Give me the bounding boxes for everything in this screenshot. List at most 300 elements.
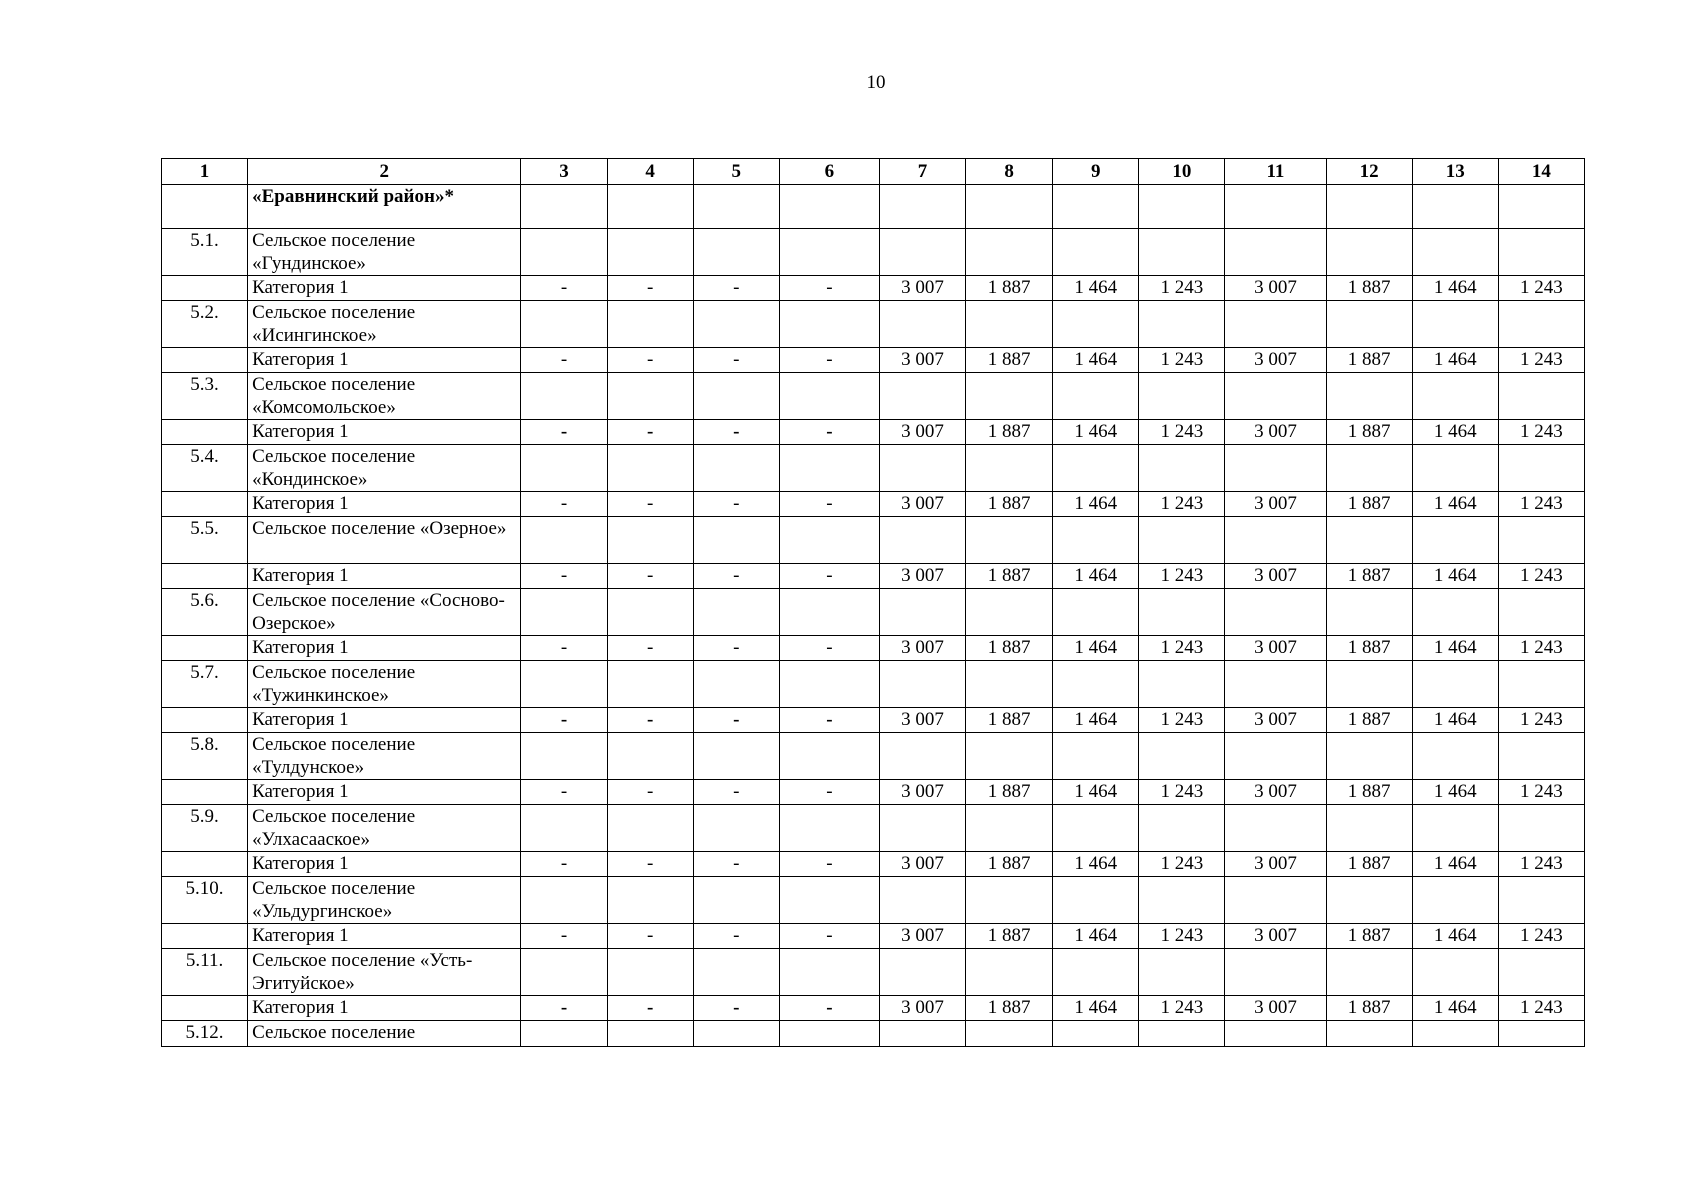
value-cell: 3 007 <box>879 636 965 661</box>
column-header: 5 <box>693 159 779 185</box>
category-name: Категория 1 <box>248 420 521 445</box>
dash-cell: - <box>779 420 879 445</box>
empty-cell <box>1326 733 1412 780</box>
row-index: 5.5. <box>162 517 248 564</box>
empty-cell <box>607 445 693 492</box>
empty-cell <box>1053 877 1139 924</box>
empty-cell <box>521 373 607 420</box>
empty-cell <box>779 1021 879 1047</box>
empty-cell <box>693 805 779 852</box>
category-row <box>162 924 1585 949</box>
dash-cell: - <box>607 492 693 517</box>
settlement-name: Сельское поселение «Исингинское» <box>248 301 521 348</box>
value-cell: 1 464 <box>1412 348 1498 373</box>
empty-cell <box>1498 661 1584 708</box>
value-cell: 1 887 <box>966 708 1053 733</box>
value-cell: 1 887 <box>1326 996 1412 1021</box>
dash-cell: - <box>779 276 879 301</box>
empty-cell <box>1498 805 1584 852</box>
value-cell: 1 243 <box>1139 564 1225 589</box>
value-cell: 3 007 <box>1225 564 1326 589</box>
settlement-name: Сельское поселение «Тулдунское» <box>248 733 521 780</box>
value-cell: 1 243 <box>1139 276 1225 301</box>
dash-cell: - <box>607 636 693 661</box>
empty-cell <box>1498 733 1584 780</box>
empty-cell <box>1498 517 1584 564</box>
empty-cell <box>1139 733 1225 780</box>
value-cell: 3 007 <box>879 348 965 373</box>
empty-cell <box>1225 301 1326 348</box>
empty-cell <box>607 949 693 996</box>
row-index: 5.2. <box>162 301 248 348</box>
dash-cell: - <box>693 708 779 733</box>
value-cell: 3 007 <box>879 852 965 877</box>
category-row <box>162 348 1585 373</box>
dash-cell: - <box>693 492 779 517</box>
empty-cell <box>1412 1021 1498 1047</box>
empty-cell <box>779 733 879 780</box>
settlement-name: Сельское поселение <box>248 1021 521 1047</box>
settlement-name: Сельское поселение «Тужинкинское» <box>248 661 521 708</box>
value-cell: 1 243 <box>1139 852 1225 877</box>
dash-cell: - <box>693 276 779 301</box>
empty-cell <box>779 877 879 924</box>
empty-cell <box>1498 301 1584 348</box>
empty-cell <box>162 708 248 733</box>
empty-cell <box>779 517 879 564</box>
empty-cell <box>1225 877 1326 924</box>
empty-cell <box>879 301 965 348</box>
empty-cell <box>1139 373 1225 420</box>
empty-cell <box>1225 445 1326 492</box>
column-header: 8 <box>966 159 1053 185</box>
empty-cell <box>1139 301 1225 348</box>
settlement-row <box>162 445 1585 492</box>
value-cell: 3 007 <box>1225 636 1326 661</box>
empty-cell <box>779 301 879 348</box>
value-cell: 1 464 <box>1412 276 1498 301</box>
empty-cell <box>1225 805 1326 852</box>
table-body <box>162 185 1585 1047</box>
row-index: 5.10. <box>162 877 248 924</box>
category-name: Категория 1 <box>248 348 521 373</box>
dash-cell: - <box>607 780 693 805</box>
empty-cell <box>879 445 965 492</box>
category-name: Категория 1 <box>248 564 521 589</box>
category-row <box>162 276 1585 301</box>
dash-cell: - <box>607 564 693 589</box>
value-cell: 3 007 <box>879 780 965 805</box>
empty-cell <box>1326 589 1412 636</box>
category-name: Категория 1 <box>248 852 521 877</box>
dash-cell: - <box>693 780 779 805</box>
value-cell: 1 243 <box>1498 924 1584 949</box>
column-header: 3 <box>521 159 607 185</box>
value-cell: 1 464 <box>1412 492 1498 517</box>
empty-cell <box>693 733 779 780</box>
empty-cell <box>966 949 1053 996</box>
empty-cell <box>1139 1021 1225 1047</box>
empty-cell <box>1225 661 1326 708</box>
empty-cell <box>1498 445 1584 492</box>
empty-cell <box>1225 589 1326 636</box>
empty-cell <box>1225 373 1326 420</box>
dash-cell: - <box>521 420 607 445</box>
empty-cell <box>693 229 779 276</box>
row-index: 5.6. <box>162 589 248 636</box>
column-header: 9 <box>1053 159 1139 185</box>
empty-cell <box>1053 373 1139 420</box>
row-index: 5.4. <box>162 445 248 492</box>
empty-cell <box>879 229 965 276</box>
category-name: Категория 1 <box>248 708 521 733</box>
value-cell: 1 464 <box>1412 780 1498 805</box>
empty-cell <box>1498 949 1584 996</box>
value-cell: 1 887 <box>966 276 1053 301</box>
category-name: Категория 1 <box>248 780 521 805</box>
value-cell: 1 243 <box>1139 780 1225 805</box>
value-cell: 1 464 <box>1053 420 1139 445</box>
column-header: 4 <box>607 159 693 185</box>
category-name: Категория 1 <box>248 996 521 1021</box>
dash-cell: - <box>607 348 693 373</box>
value-cell: 1 464 <box>1412 636 1498 661</box>
empty-cell <box>779 661 879 708</box>
empty-cell <box>521 661 607 708</box>
empty-cell <box>879 517 965 564</box>
dash-cell: - <box>521 348 607 373</box>
value-cell: 3 007 <box>1225 924 1326 949</box>
value-cell: 3 007 <box>1225 348 1326 373</box>
empty-cell <box>966 805 1053 852</box>
value-cell: 1 464 <box>1053 924 1139 949</box>
dash-cell: - <box>779 564 879 589</box>
empty-cell <box>779 445 879 492</box>
category-name: Категория 1 <box>248 276 521 301</box>
dash-cell: - <box>693 348 779 373</box>
empty-cell <box>693 517 779 564</box>
page-number: 10 <box>866 72 886 93</box>
value-cell: 1 243 <box>1139 348 1225 373</box>
empty-cell <box>607 805 693 852</box>
settlement-row <box>162 517 1585 564</box>
empty-cell <box>1326 661 1412 708</box>
column-header: 14 <box>1498 159 1584 185</box>
empty-cell <box>1412 661 1498 708</box>
category-row <box>162 492 1585 517</box>
value-cell: 3 007 <box>879 924 965 949</box>
value-cell: 1 464 <box>1053 996 1139 1021</box>
category-row <box>162 420 1585 445</box>
empty-cell <box>1326 229 1412 276</box>
value-cell: 1 887 <box>966 852 1053 877</box>
empty-cell <box>693 1021 779 1047</box>
dash-cell: - <box>693 420 779 445</box>
empty-cell <box>521 805 607 852</box>
settlement-row <box>162 949 1585 996</box>
dash-cell: - <box>693 636 779 661</box>
dash-cell: - <box>521 636 607 661</box>
empty-cell <box>693 661 779 708</box>
empty-cell <box>521 229 607 276</box>
empty-cell <box>1139 877 1225 924</box>
row-index: 5.9. <box>162 805 248 852</box>
tariff-table <box>161 158 1585 1047</box>
empty-cell <box>1053 661 1139 708</box>
empty-cell <box>693 301 779 348</box>
value-cell: 1 243 <box>1498 348 1584 373</box>
empty-cell <box>607 229 693 276</box>
empty-cell <box>779 229 879 276</box>
empty-cell <box>1412 373 1498 420</box>
column-header: 2 <box>248 159 521 185</box>
value-cell: 1 887 <box>1326 276 1412 301</box>
value-cell: 1 887 <box>1326 564 1412 589</box>
empty-cell <box>1053 805 1139 852</box>
value-cell: 1 887 <box>1326 708 1412 733</box>
dash-cell: - <box>521 780 607 805</box>
empty-cell <box>1498 373 1584 420</box>
dash-cell: - <box>521 564 607 589</box>
value-cell: 3 007 <box>1225 276 1326 301</box>
empty-cell <box>779 589 879 636</box>
empty-cell <box>1412 229 1498 276</box>
empty-cell <box>879 589 965 636</box>
settlement-row <box>162 589 1585 636</box>
dash-cell: - <box>779 348 879 373</box>
value-cell: 3 007 <box>879 564 965 589</box>
value-cell: 1 887 <box>1326 780 1412 805</box>
empty-cell <box>1053 445 1139 492</box>
header-row <box>162 159 1585 185</box>
row-index: 5.8. <box>162 733 248 780</box>
value-cell: 1 464 <box>1053 492 1139 517</box>
empty-cell <box>1498 229 1584 276</box>
empty-cell <box>1225 733 1326 780</box>
empty-cell <box>779 949 879 996</box>
value-cell: 1 243 <box>1498 708 1584 733</box>
empty-cell <box>607 661 693 708</box>
value-cell: 1 243 <box>1498 564 1584 589</box>
empty-cell <box>1053 301 1139 348</box>
value-cell: 1 243 <box>1139 420 1225 445</box>
district-index-cell <box>162 185 248 229</box>
empty-cell <box>966 517 1053 564</box>
value-cell: 1 243 <box>1498 636 1584 661</box>
empty-cell <box>1139 949 1225 996</box>
category-row <box>162 564 1585 589</box>
empty-cell <box>607 589 693 636</box>
value-cell: 3 007 <box>879 276 965 301</box>
empty-cell <box>966 229 1053 276</box>
empty-cell <box>1326 301 1412 348</box>
empty-cell <box>162 276 248 301</box>
district-name: «Еравнинский район»* <box>248 185 521 229</box>
empty-cell <box>162 924 248 949</box>
value-cell: 1 243 <box>1139 708 1225 733</box>
settlement-name: Сельское поселение «Ульдургинское» <box>248 877 521 924</box>
empty-cell <box>1139 661 1225 708</box>
value-cell: 1 887 <box>1326 852 1412 877</box>
value-cell: 1 243 <box>1498 996 1584 1021</box>
value-cell: 1 243 <box>1498 852 1584 877</box>
empty-cell <box>1412 445 1498 492</box>
value-cell: 1 887 <box>1326 348 1412 373</box>
empty-cell <box>879 877 965 924</box>
empty-cell <box>1412 877 1498 924</box>
dash-cell: - <box>779 852 879 877</box>
empty-cell <box>966 877 1053 924</box>
settlement-name: Сельское поселение «Сосново-Озерское» <box>248 589 521 636</box>
value-cell: 1 464 <box>1053 564 1139 589</box>
row-index: 5.11. <box>162 949 248 996</box>
category-name: Категория 1 <box>248 636 521 661</box>
settlement-row <box>162 1021 1585 1047</box>
empty-cell <box>1139 445 1225 492</box>
settlement-name: Сельское поселение «Улхасаaское» <box>248 805 521 852</box>
row-index: 5.7. <box>162 661 248 708</box>
empty-cell <box>1412 949 1498 996</box>
row-index: 5.12. <box>162 1021 248 1047</box>
empty-cell <box>693 445 779 492</box>
empty-cell <box>966 589 1053 636</box>
empty-cell <box>1498 877 1584 924</box>
row-index: 5.3. <box>162 373 248 420</box>
dash-cell: - <box>607 852 693 877</box>
empty-cell <box>1498 589 1584 636</box>
dash-cell: - <box>521 276 607 301</box>
value-cell: 3 007 <box>1225 492 1326 517</box>
value-cell: 1 464 <box>1053 636 1139 661</box>
empty-cell <box>521 445 607 492</box>
value-cell: 1 887 <box>1326 492 1412 517</box>
empty-cell <box>1326 805 1412 852</box>
empty-cell <box>1225 1021 1326 1047</box>
column-header: 7 <box>879 159 965 185</box>
value-cell: 1 464 <box>1412 996 1498 1021</box>
value-cell: 3 007 <box>1225 780 1326 805</box>
column-header: 10 <box>1139 159 1225 185</box>
empty-cell <box>1139 517 1225 564</box>
value-cell: 1 464 <box>1412 924 1498 949</box>
dash-cell: - <box>521 492 607 517</box>
value-cell: 1 887 <box>1326 636 1412 661</box>
empty-cell <box>607 877 693 924</box>
value-cell: 1 887 <box>966 636 1053 661</box>
value-cell: 3 007 <box>1225 852 1326 877</box>
empty-cell <box>162 420 248 445</box>
empty-cell <box>607 1021 693 1047</box>
empty-cell <box>162 564 248 589</box>
value-cell: 1 243 <box>1498 492 1584 517</box>
empty-cell <box>1053 733 1139 780</box>
empty-cell <box>1225 949 1326 996</box>
empty-cell <box>1053 1021 1139 1047</box>
column-header: 11 <box>1225 159 1326 185</box>
settlement-row <box>162 877 1585 924</box>
value-cell: 1 887 <box>966 564 1053 589</box>
value-cell: 1 464 <box>1053 348 1139 373</box>
category-row <box>162 996 1585 1021</box>
empty-cell <box>1326 1021 1412 1047</box>
settlement-row <box>162 301 1585 348</box>
empty-cell <box>1412 301 1498 348</box>
value-cell: 1 243 <box>1139 492 1225 517</box>
empty-cell <box>966 445 1053 492</box>
dash-cell: - <box>607 924 693 949</box>
value-cell: 1 243 <box>1498 780 1584 805</box>
value-cell: 1 464 <box>1053 852 1139 877</box>
value-cell: 1 464 <box>1412 564 1498 589</box>
settlement-name: Сельское поселение «Кондинское» <box>248 445 521 492</box>
category-row <box>162 636 1585 661</box>
dash-cell: - <box>521 924 607 949</box>
empty-cell <box>1412 517 1498 564</box>
value-cell: 1 887 <box>966 924 1053 949</box>
dash-cell: - <box>607 276 693 301</box>
settlement-row <box>162 733 1585 780</box>
dash-cell: - <box>521 996 607 1021</box>
value-cell: 1 464 <box>1412 852 1498 877</box>
value-cell: 1 464 <box>1053 780 1139 805</box>
settlement-name: Сельское поселение «Усть-Эгитуйское» <box>248 949 521 996</box>
empty-cell <box>162 636 248 661</box>
empty-cell <box>779 805 879 852</box>
settlement-row <box>162 373 1585 420</box>
settlement-row <box>162 661 1585 708</box>
empty-cell <box>521 733 607 780</box>
dash-cell: - <box>779 780 879 805</box>
empty-cell <box>879 373 965 420</box>
empty-cell <box>879 1021 965 1047</box>
empty-cell <box>1498 1021 1584 1047</box>
empty-cell <box>779 373 879 420</box>
value-cell: 1 243 <box>1139 636 1225 661</box>
empty-cell <box>879 661 965 708</box>
empty-cell <box>1326 445 1412 492</box>
empty-cell <box>1326 877 1412 924</box>
column-header: 6 <box>779 159 879 185</box>
empty-cell <box>162 852 248 877</box>
value-cell: 1 243 <box>1498 420 1584 445</box>
empty-cell <box>693 877 779 924</box>
empty-cell <box>162 996 248 1021</box>
value-cell: 1 243 <box>1139 996 1225 1021</box>
value-cell: 1 887 <box>966 996 1053 1021</box>
column-header: 13 <box>1412 159 1498 185</box>
settlement-name: Сельское поселение «Комсомольское» <box>248 373 521 420</box>
value-cell: 3 007 <box>1225 708 1326 733</box>
value-cell: 3 007 <box>879 708 965 733</box>
empty-cell <box>1326 517 1412 564</box>
empty-cell <box>607 733 693 780</box>
empty-cell <box>1053 517 1139 564</box>
value-cell: 1 464 <box>1053 708 1139 733</box>
value-cell: 3 007 <box>879 996 965 1021</box>
value-cell: 1 464 <box>1412 420 1498 445</box>
empty-cell <box>1225 229 1326 276</box>
empty-cell <box>1139 229 1225 276</box>
empty-cell <box>521 301 607 348</box>
empty-cell <box>1412 805 1498 852</box>
empty-cell <box>693 373 779 420</box>
value-cell: 1 887 <box>966 420 1053 445</box>
dash-cell: - <box>693 852 779 877</box>
empty-cell <box>521 877 607 924</box>
empty-cell <box>521 589 607 636</box>
empty-cell <box>162 348 248 373</box>
value-cell: 1 464 <box>1412 708 1498 733</box>
